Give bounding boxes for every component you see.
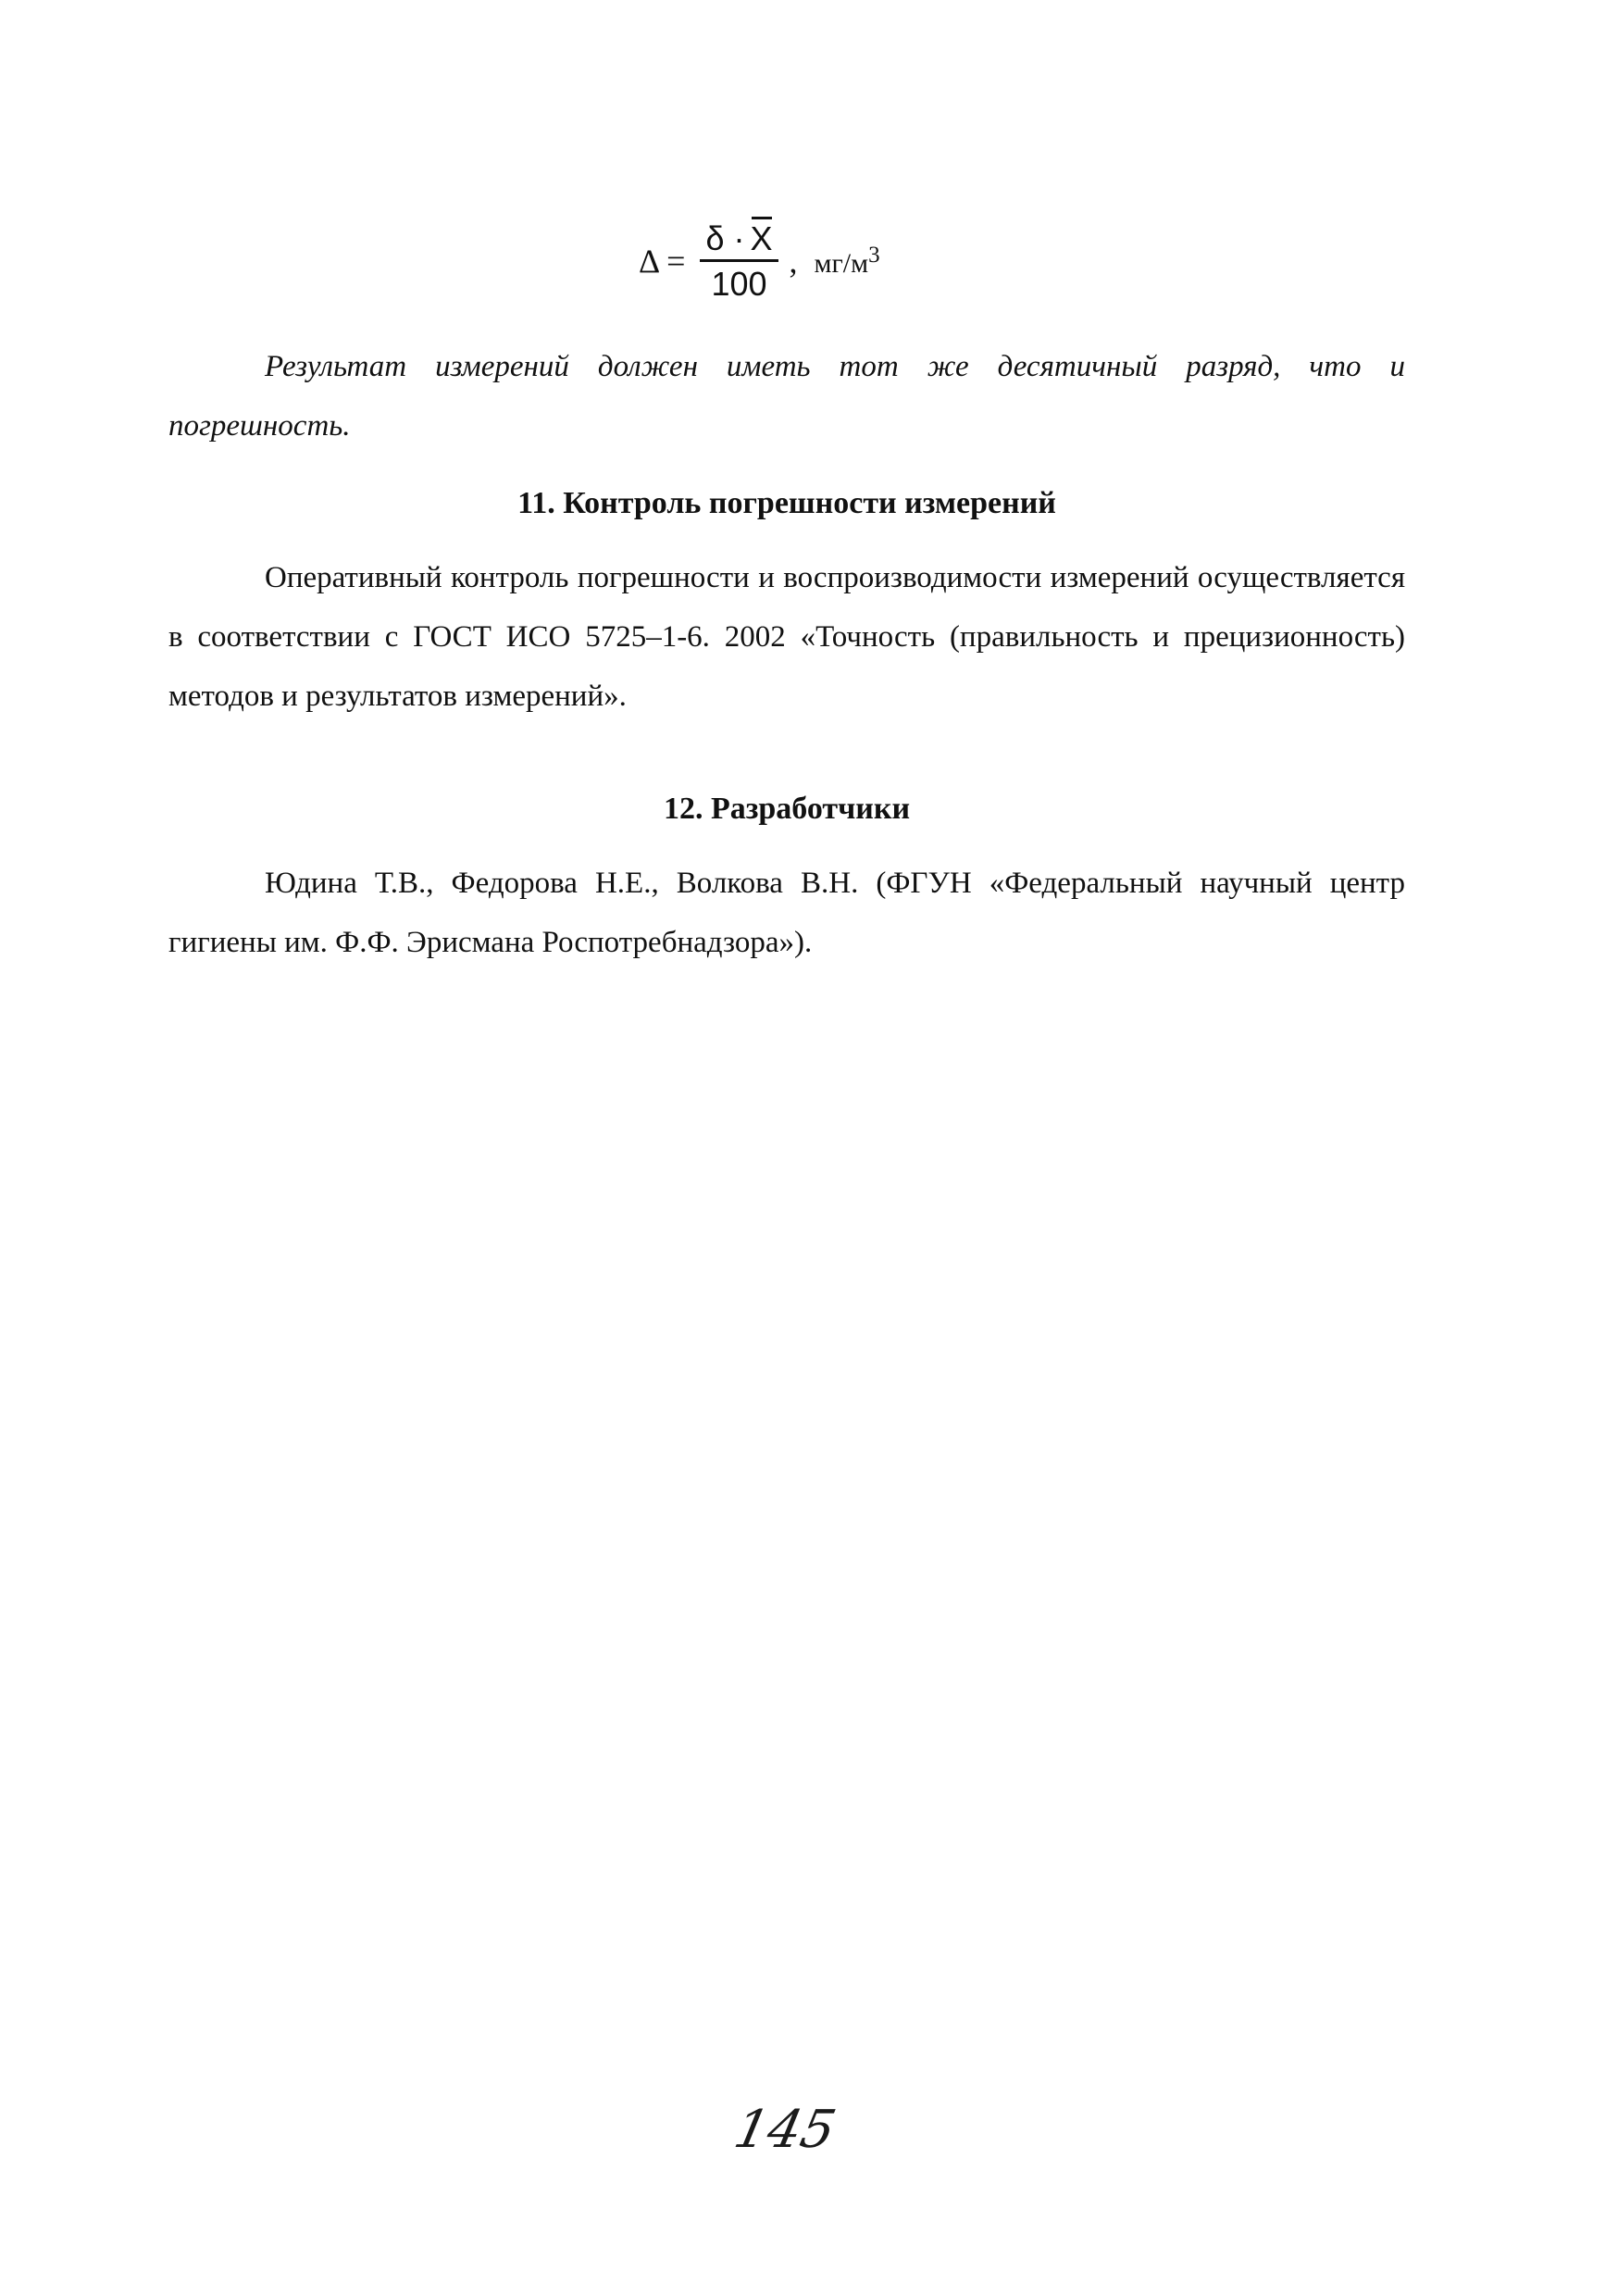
formula-unit-exponent: 3: [868, 243, 880, 268]
formula-numerator: [700, 218, 778, 262]
formula-unit: [815, 243, 880, 280]
formula-denominator: 100: [711, 264, 767, 303]
section-12-body: Юдина Т.В., Федорова Н.Е., Волкова В.Н. (ФГУН «Федеральный научный центр гигиены им. Ф.Ф. Эрисмана Роспотребнадзора»).: [168, 867, 1405, 959]
formula-lhs: Δ =: [639, 243, 686, 280]
section-11-body: Оперативный контроль погрешности и воспроизводимости измерений осуществляется в соответствии с ГОСТ ИСО 5725–1-6. 2002 «Точность (правильность и прецизионность) методов и результатов измерений».: [168, 561, 1405, 713]
formula-numerator-delta: δ ·: [705, 218, 745, 257]
page-number: 145: [728, 2100, 841, 2160]
error-formula: [639, 206, 880, 317]
section-11-title: 11. Контроль погрешности измерений: [517, 486, 1056, 520]
section-12-title: 12. Разработчики: [663, 792, 911, 826]
formula-fraction: [700, 218, 778, 303]
formula-numerator-x-mean: X: [750, 218, 773, 257]
formula-comma: ,: [789, 243, 798, 280]
formula-unit-base: мг/м: [814, 248, 869, 279]
paragraph-result: Результат измерений должен иметь тот же десятичный разряд, что и погрешность.: [168, 350, 1405, 443]
